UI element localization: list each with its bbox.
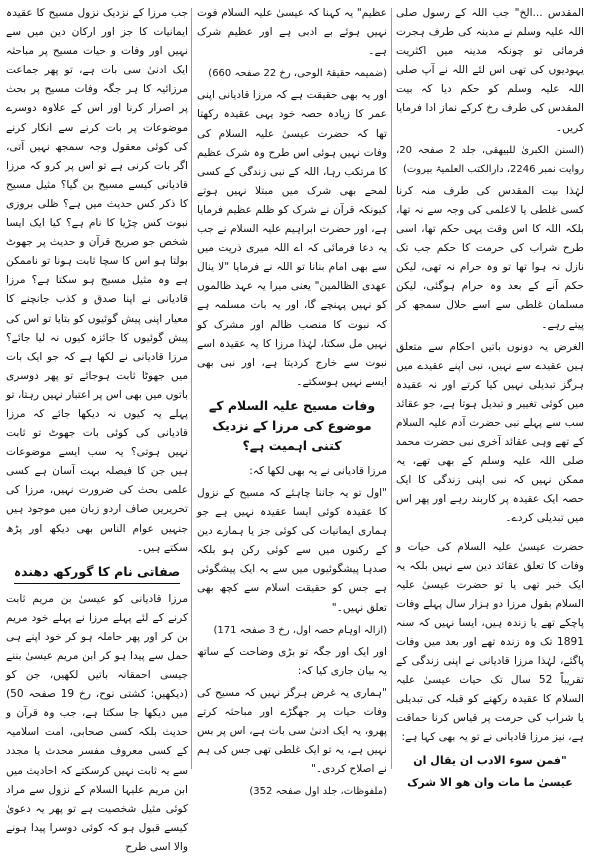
paragraph-text: جب مرزا کے نزدیک نزول مسیح کا عقیدہ ایمانیات کا جز اور ارکان دین میں سے نہیں اور وفات و حیات مسیح پر مباحثہ ایک ادنیٰ سی بات ہے، تو پھر جماعت مرزائیہ کا ہر جگہ وفات مسیح پر بحث پر اصرار کرنا اور اس کے علاوہ دوسرے موضوعات پر بات کرنے سے انکار کرنے کی کوئی معقول وجہ سمجھ نہیں آتی، اگر بات کرنی ہے تو اس پر کرو کہ مرزا قادیانی کیسے مسیح بن گیا؟ مثیل مسیح کا ذکر کس حدیث میں ہے؟ ظلی بروزی نبوت کس چڑیا کا نام ہے؟ کیا ایک ایسا شخص جو صریح قرآن و حدیث پر جھوٹ بولتا ہو اس کا سچا ثابت ہونا تو ناممکن ہے وہ مثیل مسیح ہو سکتا ہے؟ مرزا قادیانی نے اپنا صدق و کذب جانچنے کا معیار اپنی پیش گوئیوں کو بتایا تو اس کی پیش گوئیوں کا جائزہ کیوں نہ لیا جائے؟ مرزا قادیانی نے لکھا ہے کہ جو ایک بات میں جھوٹا ثابت ہوجائے تو پھر دوسری باتوں میں بھی اس پر اعتبار نہیں رہتا، تو پہلے یہ کیوں نہ دیکھا جائے کہ مرزا قادیانی کی کوئی بات جھوٹ تو ثابت نہیں ہوتی؟ یہ سب ایسے موضوعات ہیں جن کا فیصلہ بہت آسان ہے کسی علمی بحث کی ضرورت نہیں، مرزا کی تحریریں صاف اردو زبان میں موجود ہیں جنہیں عوام الناس بھی دیکھ اور پڑھ سکتے ہیں۔: [6, 7, 188, 554]
paragraph: [197, 643, 387, 681]
paragraph: [197, 86, 387, 392]
paragraph: [396, 538, 584, 748]
paragraph-text: لہٰذا بیت المقدس کی طرف منہ کرنا کسی غلطی یا لاعلمی کی وجہ سے نہ تھا، بلکہ اللہ کا اس وقت یہی حکم تھا، اسی طرح شراب کی حرمت کا حکم جب تک نازل نہ ہوا تھا تو وہ حرام نہ تھی، لیکن حکم آنے کے بعد وہ حرام ہوگئی، لیکن مسلمان غلطی سے اسے حلال سمجھ کر پیتے رہے۔: [396, 184, 584, 331]
arabic-quote: [396, 773, 584, 792]
paragraph-text: "ہماری یہ غرض ہرگز نہیں کہ مسیح کی وفات حیات پر جھگڑے اور مباحثہ کرتے پھرو، یہ ایک ادنیٰ سی بات ہے، اس پر بس نہیں ہے، یہ تو ایک غلطی تھی جس کی ہم نے اصلاح کردی۔": [197, 686, 387, 776]
paragraph: [197, 484, 387, 618]
paragraph-text: حضرت عیسیٰ علیہ السلام کی حیات و وفات کا تعلق عقائد دین سے نہیں بلکہ یہ ایک خبر تھی یا تو حضرت عیسیٰ علیہ السلام بقول مرزا دو ہزار سال پہلے وفات پاچکے تھے یا زندہ ہیں، ایسا نہیں کہ سنہ 1891 تک وہ زندہ تھے اور بعد میں وفات پاگئے، لہٰذا مرزا قادیانی نے اپنی زندگی کے تقریباً 52 سال تک حیات عیسیٰ علیہ السلام کا عقیدہ رکھنے کو قبلہ کی تبدیلی یا شراب کی حرمت پر قیاس کرنا حماقت ہے، نیز مرزا قادیانی نے تو یہ بھی کہا ہے:: [396, 540, 584, 744]
paragraph: [197, 462, 387, 481]
paragraph: [6, 590, 188, 857]
section-heading: [197, 396, 387, 456]
section-heading-text: وفات مسیح علیہ السلام کے موضوع کی مرزا کے نزدیک کتنی اہمیت ہے؟: [208, 397, 376, 453]
column-divider: [191, 8, 192, 769]
section-heading: [6, 562, 188, 584]
paragraph-text: المقدس ...الخ" جب اللہ کے رسول صلی اللہ علیہ وسلم نے مدینہ کی طرف ہجرت فرمائی تو چونکہ مدینہ میں اکثریت یہودیوں کی تھی اس لئے اللہ نے آپ صلی اللہ علیہ وسلم کو حکم دیا کہ بیت المقدس کی طرف رخ کرکے نماز ادا فرمایا کریں۔: [396, 7, 584, 134]
paragraph: [396, 182, 584, 335]
paragraph: [6, 4, 188, 558]
citation: [197, 621, 387, 640]
citation: [197, 64, 387, 83]
paragraph: [197, 684, 387, 779]
paragraph-text: اور یہ بھی حقیقت ہے کہ مرزا قادیانی اپنی عمر کا زیادہ حصہ خود یہی عقیدہ رکھتا تھا کہ حضرت عیسیٰ علیہ السلام کی وفات نہیں ہوئی اس طرح وہ شرک عظیم کا مرتکب رہا، اللہ کے نبی زندگی کے کسی لمحے بھی شرک میں مبتلا نہیں ہوتے کیونکہ قرآن نے شرک کو ظلم عظیم فرمایا ہے، اور حضرت ابراہیم علیہ السلام نے جب یہ دعا فرمائی کہ اے اللہ میری ذریت میں سے بھی امام بنانا تو اللہ نے فرمایا "لا ینال عھدی الظالمین" یعنی میرا یہ عہد ظالموں کو نہیں پہنچے گا، اور یہ بات مسلمہ ہے کہ نبوت کا منصب ظالم اور مشرک کو نہیں مل سکتا، لہٰذا مرزا کا یہ عقیدہ اسے نبوت سے خارج کردیتا ہے، اور نبی بھی ایسے نہیں ہوسکتے۔: [197, 89, 387, 388]
right-column: [396, 4, 584, 789]
paragraph: [197, 4, 387, 61]
arabic-quote-text: "فمن سوء الادب ان یقال ان: [413, 753, 567, 767]
arabic-quote: [396, 751, 584, 770]
paragraph-text: الغرض یہ دونوں باتیں احکام سے متعلق ہیں عقیدے سے نہیں، نبی اپنے عقیدے میں ہرگز تبدیلی نہیں کیا کرتے اور نہ عقیدہ میں کوئی تغییر و تبدیل ہوتا ہے، جو عقائد سب سے پہلے نبی حضرت آدم علیہ السلام کے تھے وہی عقائد آخری نبی حضرت محمد صلی اللہ علیہ وسلم کے بھی تھے، یہ ممکن نہیں کہ نبی اپنی زندگی کا ایک حصہ ایک عقیدہ پر کاربند رہے اور پھر اس میں تبدیلی کردے۔: [396, 340, 584, 525]
paragraph: [396, 4, 584, 138]
left-column: [6, 4, 188, 853]
citation: [396, 141, 584, 179]
citation-text: (ملفوظات، جلد اول صفحہ 352): [249, 786, 387, 798]
column-divider: [391, 8, 392, 769]
citation: [197, 782, 387, 801]
paragraph: [396, 338, 584, 529]
paragraph-text: مرزا قادیانی کو عیسیٰ بن مریم ثابت کرنے کے لئے پہلے مرزا نے پہلے خود مریم بن کر اور پھر حاملہ ہو کر خود اپنے ہی حمل سے پیدا ہو کر ابن مریم عیسیٰ بننے جیسی احمقانہ باتیں لکھیں، جن کو (دیکھیں: کشتی نوح، رخ 19 صفحہ 50) میں دیکھا جا سکتا ہے، جب وہ قرآن و حدیث بلکہ کسی صحابی، امت اسلامیہ کے کسی معروف مفسر محدث یا مجدد سے یہ ثابت نہیں کرسکتے کہ احادیث میں ابن مریم علیہا السلام کے نزول سے مراد کوئی مثیل شخصیت ہے تو پھر یہ دعویٰ کیسے قبول ہو کہ کوئی دوسرا پیدا ہونے والا اسی طرح: [6, 592, 188, 853]
citation-text: (السنن الکبریٰ للبیھقی، جلد 2 صفحہ 20، روایت نمبر 2246، دارالکتب العلمیۃ بیروت): [396, 144, 584, 175]
citation-text: (ضمیمہ حقیقۃ الوحی، رخ 22 صفحہ 660): [208, 68, 387, 80]
section-heading-text: صفاتی نام کا گورکھ دھندہ: [14, 562, 180, 584]
arabic-quote-text: عیسیٰ ما مات وان ھو الا شرک: [407, 775, 573, 789]
citation-text: (ازالہ اوہام حصہ اول، رخ 3 صفحہ 171): [213, 624, 387, 636]
paragraph-text: عظیم" یہ کہنا کہ عیسیٰ علیہ السلام فوت نہیں ہوئے بے ادبی ہے اور عظیم شرک ہے۔: [197, 7, 387, 58]
paragraph-text: اور ایک اور جگہ تو بڑی وضاحت کے ساتھ یہ بیان جاری کیا کہ:: [197, 645, 387, 677]
paragraph-text: "اول تو یہ جاننا چاہئے کہ مسیح کے نزول کا عقیدہ کوئی ایسا عقیدہ نہیں ہے جو ہماری ایمانیات کی کوئی جز یا ہمارے دین کے رکنوں میں سے کوئی رکن ہو بلکہ صدہا پیشگوئیوں میں سے یہ ایک پیشگوئی ہے جس کو حقیقت اسلام سے کچھ بھی تعلق نہیں۔": [197, 486, 387, 614]
paragraph-text: مرزا قادیانی نے یہ بھی لکھا کہ:: [249, 464, 387, 477]
middle-column: [197, 4, 387, 798]
